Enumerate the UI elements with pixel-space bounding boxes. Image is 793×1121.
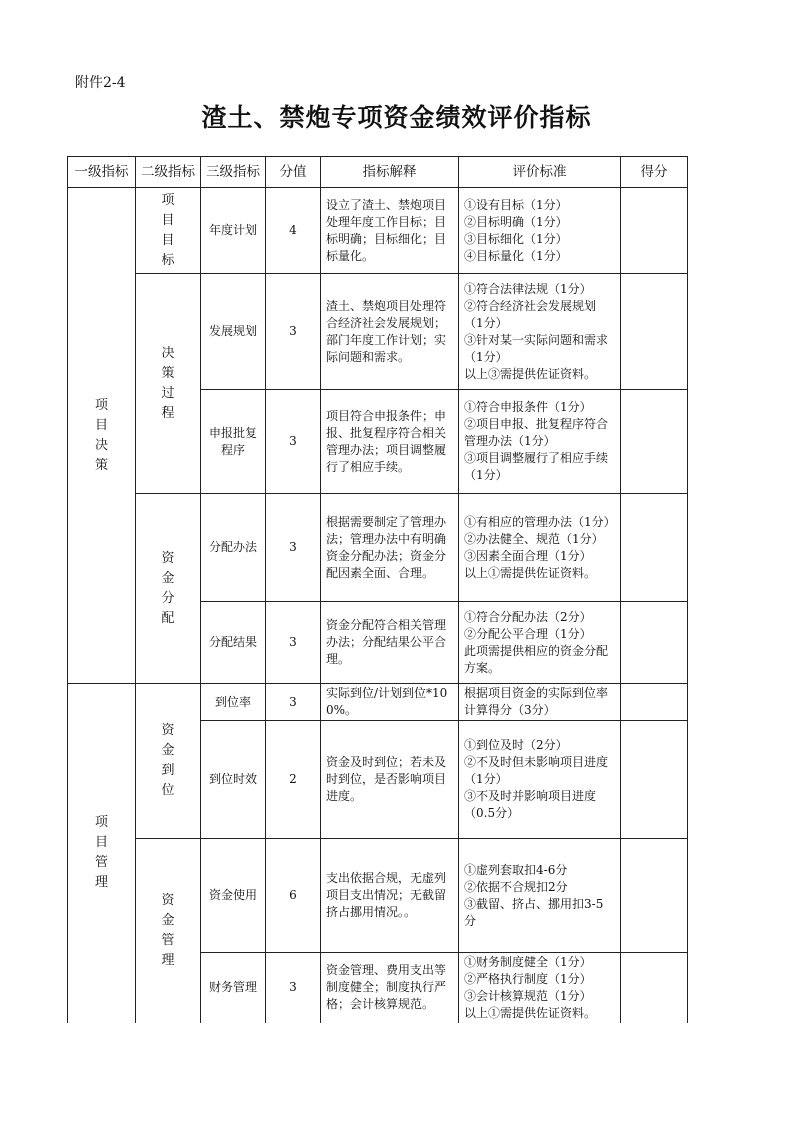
score-cell: 3 [266,274,321,390]
score-cell: 3 [266,494,321,602]
criteria-line: ①符合申报条件（1分） [464,400,592,414]
score-cell: 6 [266,839,321,953]
header-level2: 二级指标 [136,157,201,188]
header-explanation: 指标解释 [321,157,459,188]
obtained-cell [621,684,688,721]
level1-cell: 项目管理 [68,684,136,1023]
table-row [68,494,688,602]
criteria-cell [459,274,621,390]
header-level3: 三级指标 [201,157,266,188]
level2-cell: 资金分配 [136,494,201,684]
criteria-line: 根据项目资金的实际到位率计算得分（3分） [464,686,609,717]
score-cell: 3 [266,953,321,1023]
criteria-line: ③针对某一实际问题和需求（1分） [464,332,609,364]
criteria-line: ③截留、挤占、挪用扣3-5分 [464,896,604,928]
criteria-line: ②符合经济社会发展规划（1分） [464,298,597,330]
obtained-cell [621,721,688,839]
level2-cell: 资金到位 [136,684,201,839]
level3-cell: 资金使用 [201,839,266,953]
score-cell: 4 [266,188,321,274]
criteria-line: ①虚列套取扣4-6分 [464,862,568,877]
level2-cell: 资金管理 [136,839,201,1023]
indicator-table [67,156,688,1023]
table-row [68,839,688,953]
criteria-line: ③目标细化（1分） [464,231,568,246]
explanation-cell: 渣土、禁炮项目处理符合经济社会发展规划；部门年度工作计划；实际问题和需求。 [321,274,459,390]
explanation-cell: 支出依据合规，无虚列项目支出情况；无截留挤占挪用情况。。 [321,839,459,953]
criteria-line: ②办法健全、规范（1分） [464,531,604,546]
criteria-cell [459,494,621,602]
explanation-cell: 资金分配符合相关管理办法；分配结果公平合理。 [321,602,459,684]
obtained-cell [621,953,688,1023]
header-level1: 一级指标 [68,157,136,188]
criteria-line: ②分配公平合理（1分） [464,626,592,641]
header-criteria: 评价标准 [459,157,621,188]
obtained-cell [621,274,688,390]
level3-cell: 分配结果 [201,602,266,684]
explanation-cell: 资金及时到位；若未及时到位，是否影响项目进度。 [321,721,459,839]
obtained-cell [621,390,688,494]
criteria-cell [459,953,621,1023]
table-header-row [68,157,688,188]
criteria-cell [459,721,621,839]
criteria-line: ①设有目标（1分） [464,197,568,212]
level3-cell: 年度计划 [201,188,266,274]
explanation-cell: 根据需要制定了管理办法；管理办法中有明确资金分配办法；资金分配因素全面、合理。 [321,494,459,602]
criteria-line: 以上①需提供佐证资料。 [464,1005,597,1020]
attachment-label: 附件2-4 [75,75,126,91]
criteria-line: ②不及时但未影响项目进度（1分） [464,755,609,786]
score-cell: 3 [266,390,321,494]
score-cell: 3 [266,684,321,721]
criteria-line: ③项目调整履行了相应手续（1分） [464,451,609,482]
criteria-line: ③因素全面合理（1分） [464,548,592,563]
level3-cell: 分配办法 [201,494,266,602]
obtained-cell [621,494,688,602]
explanation-cell: 项目符合申报条件；申报、批复程序符合相关管理办法；项目调整履行了相应手续。 [321,390,459,494]
table-row [68,684,688,721]
criteria-cell [459,188,621,274]
criteria-line: ②目标明确（1分） [464,214,568,229]
criteria-line: ②严格执行制度（1分） [464,971,592,986]
score-cell: 3 [266,602,321,684]
level2-cell: 项目目标 [136,188,201,274]
level2-cell: 决策过程 [136,274,201,494]
criteria-line: ③不及时并影响项目进度（0.5分） [464,789,597,820]
criteria-cell [459,839,621,953]
obtained-cell [621,839,688,953]
criteria-line: ③会计核算规范（1分） [464,988,592,1003]
explanation-cell: 设立了渣土、禁炮项目处理年度工作目标；目标明确；目标细化；目标量化。 [321,188,459,274]
criteria-line: 以上③需提供佐证资料。 [464,366,597,381]
criteria-line: ④目标量化（1分） [464,248,568,263]
score-cell: 2 [266,721,321,839]
explanation-cell: 资金管理、费用支出等制度健全；制度执行严格；会计核算规范。 [321,953,459,1023]
criteria-cell [459,390,621,494]
criteria-line: ①到位及时（2分） [464,738,568,752]
criteria-line: ①符合法律法规（1分） [464,281,592,296]
explanation-cell: 实际到位/计划到位*100%。 [321,684,459,721]
level3-cell: 申报批复程序 [201,390,266,494]
level3-cell: 财务管理 [201,953,266,1023]
header-obtained: 得分 [621,157,688,188]
header-score: 分值 [266,157,321,188]
obtained-cell [621,188,688,274]
page-title: 渣土、禁炮专项资金绩效评价指标 [201,103,592,132]
level3-cell: 发展规划 [201,274,266,390]
table-row [68,274,688,390]
criteria-cell [459,602,621,684]
criteria-line: 此项需提供相应的资金分配方案。 [464,643,609,675]
table-row [68,188,688,274]
level3-cell: 到位率 [201,684,266,721]
obtained-cell [621,602,688,684]
level3-cell: 到位时效 [201,721,266,839]
criteria-line: ②项目申报、批复程序符合管理办法（1分） [464,417,609,448]
criteria-line: ①财务制度健全（1分） [464,954,592,969]
criteria-line: 以上①需提供佐证资料。 [464,565,597,580]
criteria-line: ①符合分配办法（2分） [464,609,592,624]
criteria-cell [459,684,621,721]
criteria-line: ②依据不合规扣2分 [464,879,568,894]
criteria-line: ①有相应的管理办法（1分） [464,514,616,529]
level1-cell: 项目决策 [68,188,136,684]
